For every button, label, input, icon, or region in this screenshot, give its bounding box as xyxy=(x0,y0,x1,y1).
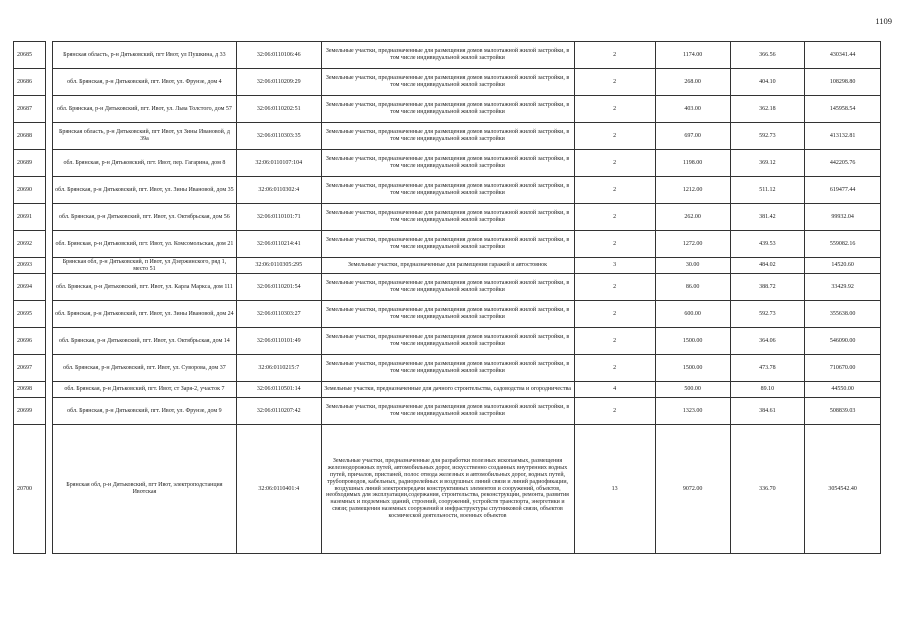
row-area: 697.00 xyxy=(655,123,730,150)
row-land-purpose: Земельные участки, предназначенные для размещения домов малоэтажной жилой застройки, в том числе индивидуальной жилой застройки xyxy=(321,301,574,328)
row-land-purpose: Земельные участки, предназначенные для размещения домов малоэтажной жилой застройки, в том числе индивидуальной жилой застройки xyxy=(321,204,574,231)
page-number: 1109 xyxy=(875,16,892,26)
row-value: 108298.80 xyxy=(805,69,881,96)
row-cadastral-number: 32:06:0110214:41 xyxy=(236,231,321,258)
row-group: 2 xyxy=(574,96,655,123)
row-value: 3054542.40 xyxy=(805,425,881,554)
row-rate: 366.56 xyxy=(730,42,805,69)
row-address: обл. Брянская, р-н Дятьковский, пгт. Ивот, ул. Фрунзе, дом 4 xyxy=(52,69,236,96)
row-group: 13 xyxy=(574,425,655,554)
row-area: 1272.00 xyxy=(655,231,730,258)
row-cadastral-number: 32:06:0110501:14 xyxy=(236,382,321,398)
row-rate: 362.18 xyxy=(730,96,805,123)
row-land-purpose: Земельные участки, предназначенные для размещения домов малоэтажной жилой застройки, в том числе индивидуальной жилой застройки xyxy=(321,328,574,355)
row-value: 546090.00 xyxy=(805,328,881,355)
row-land-purpose: Земельные участки, предназначенные для размещения домов малоэтажной жилой застройки, в том числе индивидуальной жилой застройки xyxy=(321,69,574,96)
row-rate: 381.42 xyxy=(730,204,805,231)
row-land-purpose: Земельные участки, предназначенные для размещения гаражей и автостоянок xyxy=(321,258,574,274)
table-row xyxy=(14,425,881,554)
row-group: 3 xyxy=(574,258,655,274)
row-cadastral-number: 32:06:0110215:7 xyxy=(236,355,321,382)
row-rate: 439.53 xyxy=(730,231,805,258)
row-id: 20689 xyxy=(14,150,46,177)
table-row xyxy=(14,398,881,425)
row-id: 20696 xyxy=(14,328,46,355)
row-value: 430341.44 xyxy=(805,42,881,69)
row-address: обл. Брянская, р-н Дятьковский, пгт. Ивот, ул. Комсомольская, дом 21 xyxy=(52,231,236,258)
row-cadastral-number: 32:06:0110106:46 xyxy=(236,42,321,69)
row-address: обл. Брянская, р-н Дятьковский, пгт. Ивот, ул. Фрунзе, дом 9 xyxy=(52,398,236,425)
row-land-purpose: Земельные участки, предназначенные для размещения домов малоэтажной жилой застройки, в том числе индивидуальной жилой застройки xyxy=(321,123,574,150)
row-area: 1198.00 xyxy=(655,150,730,177)
row-cadastral-number: 32:06:0110201:54 xyxy=(236,274,321,301)
row-cadastral-number: 32:06:0110305:295 xyxy=(236,258,321,274)
row-rate: 484.02 xyxy=(730,258,805,274)
row-land-purpose: Земельные участки, предназначенные для размещения домов малоэтажной жилой застройки, в том числе индивидуальной жилой застройки xyxy=(321,177,574,204)
row-id: 20695 xyxy=(14,301,46,328)
row-group: 2 xyxy=(574,150,655,177)
row-group: 2 xyxy=(574,42,655,69)
table-row xyxy=(14,96,881,123)
row-cadastral-number: 32:06:0110303:35 xyxy=(236,123,321,150)
row-gap xyxy=(46,301,53,328)
row-rate: 388.72 xyxy=(730,274,805,301)
row-rate: 89.10 xyxy=(730,382,805,398)
table-row xyxy=(14,301,881,328)
row-area: 1212.00 xyxy=(655,177,730,204)
row-address: обл. Брянская, р-н Дятьковский, пгт. Ивот, ст Заря-2, участок 7 xyxy=(52,382,236,398)
row-cadastral-number: 32:06:0110207:42 xyxy=(236,398,321,425)
row-address: обл. Брянская, р-н Дятьковский, пгт. Ивот, ул. Октябрьская, дом 14 xyxy=(52,328,236,355)
table-row xyxy=(14,231,881,258)
row-group: 2 xyxy=(574,177,655,204)
table-row xyxy=(14,177,881,204)
row-area: 600.00 xyxy=(655,301,730,328)
row-gap xyxy=(46,69,53,96)
row-group: 2 xyxy=(574,328,655,355)
row-rate: 384.61 xyxy=(730,398,805,425)
row-id: 20697 xyxy=(14,355,46,382)
row-value: 710670.00 xyxy=(805,355,881,382)
row-area: 1174.00 xyxy=(655,42,730,69)
row-gap xyxy=(46,42,53,69)
row-area: 262.00 xyxy=(655,204,730,231)
table-row xyxy=(14,355,881,382)
row-address: Брянская обл, р-н Дятьковский, п Ивот, ул Дзержинского, ряд 1, место 51 xyxy=(52,258,236,274)
row-group: 2 xyxy=(574,274,655,301)
row-cadastral-number: 32:06:0110101:49 xyxy=(236,328,321,355)
row-gap xyxy=(46,123,53,150)
row-group: 2 xyxy=(574,69,655,96)
row-land-purpose: Земельные участки, предназначенные для размещения домов малоэтажной жилой застройки, в том числе индивидуальной жилой застройки xyxy=(321,231,574,258)
row-gap xyxy=(46,355,53,382)
row-address: Брянская обл, р-н Дятьковский, пгт Ивот, электроподстанция Ивотская xyxy=(52,425,236,554)
row-gap xyxy=(46,382,53,398)
row-gap xyxy=(46,204,53,231)
row-id: 20687 xyxy=(14,96,46,123)
table-row xyxy=(14,42,881,69)
row-group: 2 xyxy=(574,398,655,425)
row-area: 268.00 xyxy=(655,69,730,96)
row-land-purpose: Земельные участки, предназначенные для размещения домов малоэтажной жилой застройки, в том числе индивидуальной жилой застройки xyxy=(321,42,574,69)
row-address: обл. Брянская, р-н Дятьковский, пгт. Ивот, ул. Октябрьская, дом 56 xyxy=(52,204,236,231)
row-id: 20694 xyxy=(14,274,46,301)
row-group: 2 xyxy=(574,301,655,328)
table-row xyxy=(14,69,881,96)
row-gap xyxy=(46,328,53,355)
row-land-purpose: Земельные участки, предназначенные для размещения домов малоэтажной жилой застройки, в том числе индивидуальной жилой застройки xyxy=(321,398,574,425)
row-value: 44550.00 xyxy=(805,382,881,398)
row-gap xyxy=(46,150,53,177)
row-rate: 592.73 xyxy=(730,301,805,328)
row-cadastral-number: 32:06:0110107:104 xyxy=(236,150,321,177)
row-area: 30.00 xyxy=(655,258,730,274)
row-value: 145958.54 xyxy=(805,96,881,123)
table-row xyxy=(14,123,881,150)
row-group: 2 xyxy=(574,123,655,150)
row-address: обл. Брянская, р-н Дятьковский, пгт. Ивот, ул. Льва Толстого, дом 57 xyxy=(52,96,236,123)
row-value: 413132.81 xyxy=(805,123,881,150)
row-area: 1500.00 xyxy=(655,355,730,382)
cadastral-value-table xyxy=(13,41,881,554)
table-row xyxy=(14,382,881,398)
table-row xyxy=(14,150,881,177)
row-rate: 364.06 xyxy=(730,328,805,355)
row-gap xyxy=(46,96,53,123)
row-id: 20686 xyxy=(14,69,46,96)
row-rate: 369.12 xyxy=(730,150,805,177)
row-rate: 404.10 xyxy=(730,69,805,96)
row-value: 355638.00 xyxy=(805,301,881,328)
row-rate: 473.78 xyxy=(730,355,805,382)
row-id: 20693 xyxy=(14,258,46,274)
row-value: 559082.16 xyxy=(805,231,881,258)
row-area: 1323.00 xyxy=(655,398,730,425)
row-group: 2 xyxy=(574,355,655,382)
table-row xyxy=(14,274,881,301)
row-value: 508839.03 xyxy=(805,398,881,425)
row-land-purpose: Земельные участки, предназначенные для размещения домов малоэтажной жилой застройки, в том числе индивидуальной жилой застройки xyxy=(321,355,574,382)
row-gap xyxy=(46,177,53,204)
row-cadastral-number: 32:06:0110202:51 xyxy=(236,96,321,123)
row-address: обл. Брянская, р-н Дятьковский, пгт. Ивот, пер. Гагарина, дом 8 xyxy=(52,150,236,177)
row-gap xyxy=(46,425,53,554)
row-address: обл. Брянская, р-н Дятьковский, пгт. Ивот, ул. Карла Маркса, дом 111 xyxy=(52,274,236,301)
row-gap xyxy=(46,258,53,274)
row-land-purpose: Земельные участки, предназначенные для размещения домов малоэтажной жилой застройки, в том числе индивидуальной жилой застройки xyxy=(321,150,574,177)
row-area: 9072.00 xyxy=(655,425,730,554)
row-value: 619477.44 xyxy=(805,177,881,204)
table-row xyxy=(14,204,881,231)
row-value: 99932.04 xyxy=(805,204,881,231)
row-id: 20685 xyxy=(14,42,46,69)
row-address: обл. Брянская, р-н Дятьковский, пгт. Ивот, ул. Зины Ивановой, дом 24 xyxy=(52,301,236,328)
row-group: 2 xyxy=(574,204,655,231)
row-area: 1500.00 xyxy=(655,328,730,355)
row-value: 14520.60 xyxy=(805,258,881,274)
row-address: Брянская область, р-н Дятьковский, пгт Ивот, ул Пушкина, д 33 xyxy=(52,42,236,69)
table-body xyxy=(14,42,881,554)
row-area: 86.00 xyxy=(655,274,730,301)
row-land-purpose: Земельные участки, предназначенные для размещения домов малоэтажной жилой застройки, в том числе индивидуальной жилой застройки xyxy=(321,96,574,123)
row-value: 33429.92 xyxy=(805,274,881,301)
table-row xyxy=(14,258,881,274)
row-cadastral-number: 32:06:0110302:4 xyxy=(236,177,321,204)
row-address: обл. Брянская, р-н Дятьковский, пгт. Ивот, ул. Зины Ивановой, дом 35 xyxy=(52,177,236,204)
row-id: 20690 xyxy=(14,177,46,204)
row-group: 4 xyxy=(574,382,655,398)
row-land-purpose: Земельные участки, предназначенные для размещения домов малоэтажной жилой застройки, в том числе индивидуальной жилой застройки xyxy=(321,274,574,301)
row-id: 20698 xyxy=(14,382,46,398)
row-address: Брянская область, р-н Дятьковский, пгт Ивот, ул Зины Ивановой, д 39а xyxy=(52,123,236,150)
row-value: 442205.76 xyxy=(805,150,881,177)
row-rate: 336.70 xyxy=(730,425,805,554)
row-gap xyxy=(46,398,53,425)
row-rate: 511.12 xyxy=(730,177,805,204)
row-land-purpose: Земельные участки, предназначенные для дачного строительства, садоводства и огородничества xyxy=(321,382,574,398)
row-id: 20699 xyxy=(14,398,46,425)
row-gap xyxy=(46,274,53,301)
row-id: 20688 xyxy=(14,123,46,150)
row-area: 500.00 xyxy=(655,382,730,398)
row-area: 403.00 xyxy=(655,96,730,123)
row-cadastral-number: 32:06:0110401:4 xyxy=(236,425,321,554)
row-gap xyxy=(46,231,53,258)
row-cadastral-number: 32:06:0110101:71 xyxy=(236,204,321,231)
row-cadastral-number: 32:06:0110303:27 xyxy=(236,301,321,328)
row-rate: 592.73 xyxy=(730,123,805,150)
row-land-purpose: Земельные участки, предназначенные для разработки полезных ископаемых, размещения железнодорожных путей, автомобильных дорог, искусственно созданных внутренних водных путей, причалов, пристаней, полос отвода железных и автомобильных дорог, водных путей, трубопроводов, кабельных, радиорелейных и воздушных линий связи и линий радиофикации, воздушных линий электропередачи конструктивных элементов и сооружений, объектов, необходимых для эксплуатации,содержания, строительства, реконструкции, ремонта, развития наземных и подземных зданий, строений, сооружений, устройств транспорта, энергетики и связи; размещения наземных сооружений и инфраструктуры спутниковой связи, объектов космической деятельности, военных объектов xyxy=(321,425,574,554)
row-id: 20691 xyxy=(14,204,46,231)
row-group: 2 xyxy=(574,231,655,258)
row-id: 20700 xyxy=(14,425,46,554)
table-row xyxy=(14,328,881,355)
row-address: обл. Брянская, р-н Дятьковский, пгт. Ивот, ул. Суворова, дом 37 xyxy=(52,355,236,382)
row-cadastral-number: 32:06:0110209:29 xyxy=(236,69,321,96)
row-id: 20692 xyxy=(14,231,46,258)
